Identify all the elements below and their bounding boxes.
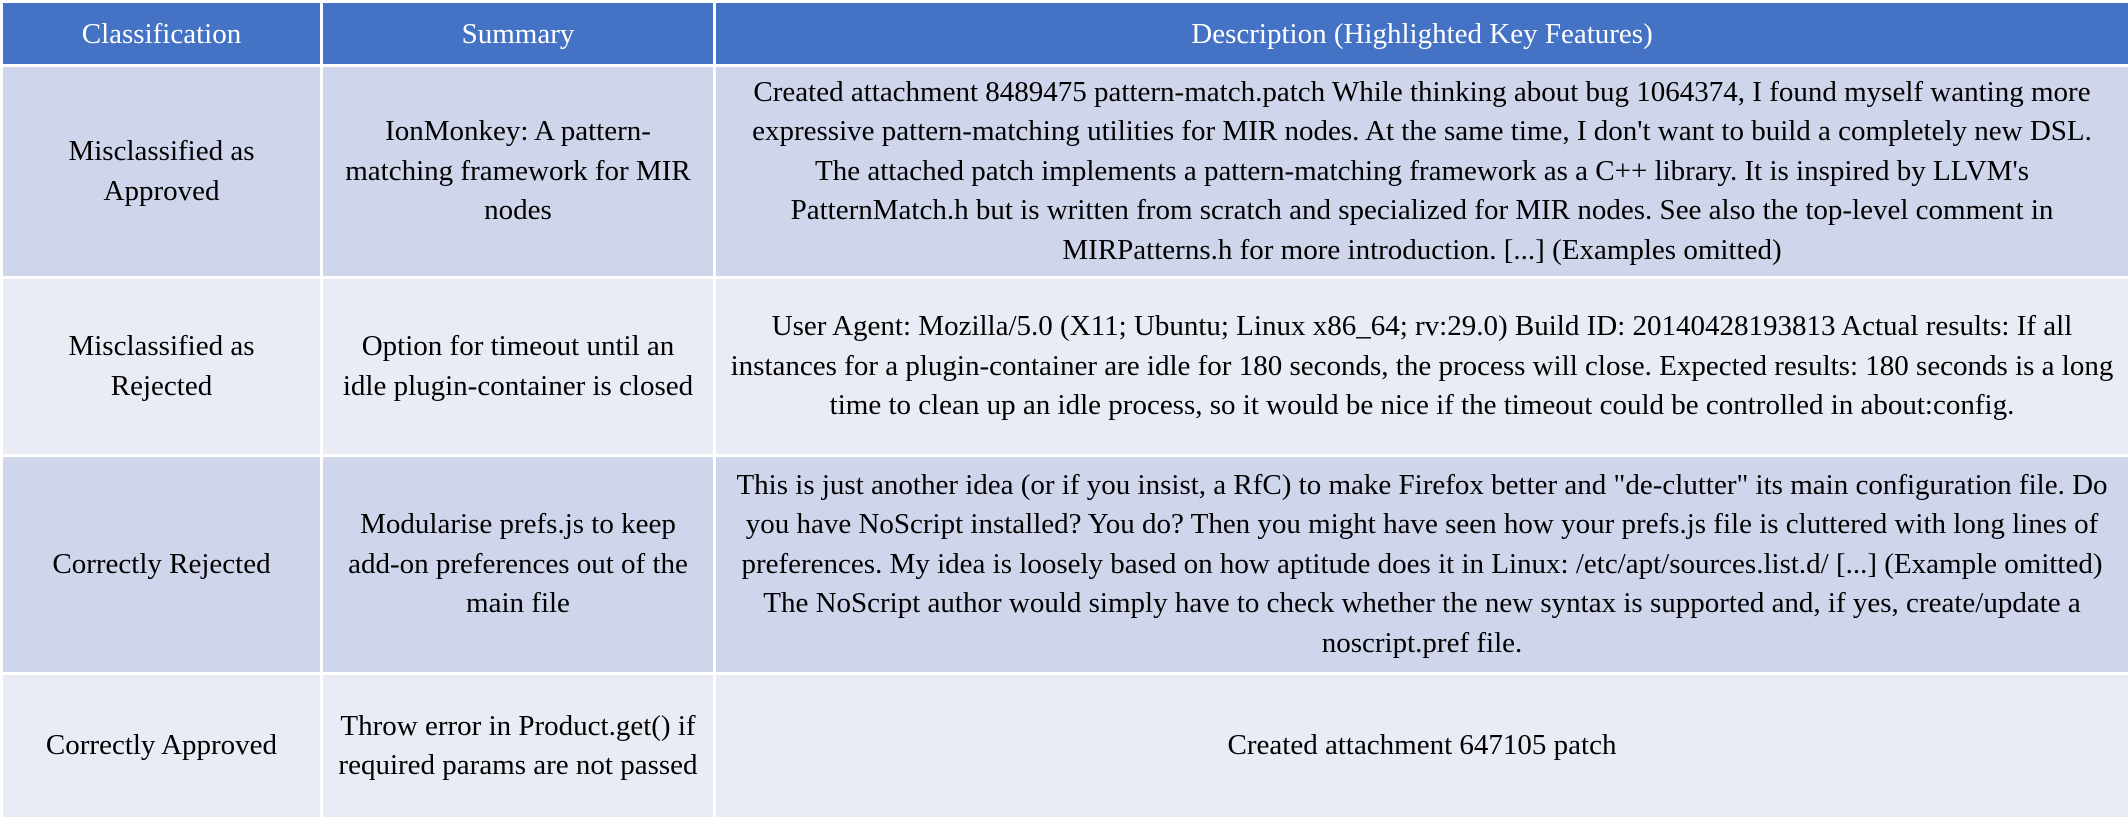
header-description: Description (Highlighted Key Features) [715, 2, 2128, 66]
header-classification: Classification [2, 2, 322, 66]
description-cell: User Agent: Mozilla/5.0 (X11; Ubuntu; Linux x86_64; rv:29.0) Build ID: 20140428193813 Actual results: If all instances for a plugin-container are idle for 180 seconds, the process will close. Expected results: 180 seconds is a long time to clean up an idle process, so it would be nice if the timeout could be controlled in about:config. [715, 278, 2128, 456]
classification-cell: Correctly Rejected [2, 456, 322, 674]
summary-cell: Modularise prefs.js to keep add-on preferences out of the main file [322, 456, 715, 674]
description-cell: Created attachment 8489475 pattern-match.patch While thinking about bug 1064374, I found myself wanting more expressive pattern-matching utilities for MIR nodes. At the same time, I don't want to build a completely new DSL. The attached patch implements a pattern-matching framework as a C++ library. It is inspired by LLVM's PatternMatch.h but is written from scratch and specialized for MIR nodes. See also the top-level comment in MIRPatterns.h for more introduction. [...] (Examples omitted) [715, 66, 2128, 278]
classification-cell: Correctly Approved [2, 674, 322, 819]
table-row [2, 66, 2128, 278]
summary-cell: Option for timeout until an idle plugin-container is closed [322, 278, 715, 456]
header-summary: Summary [322, 2, 715, 66]
description-cell: This is just another idea (or if you insist, a RfC) to make Firefox better and "de-clutter" its main configuration file. Do you have NoScript installed? You do? Then you might have seen how your prefs.js file is cluttered with long lines of preferences. My idea is loosely based on how aptitude does it in Linux: /etc/apt/sources.list.d/ [...] (Example omitted) The NoScript author would simply have to check whether the new syntax is supported and, if yes, create/update a noscript.pref file. [715, 456, 2128, 674]
summary-cell: Throw error in Product.get() if required params are not passed [322, 674, 715, 819]
header-row [2, 2, 2128, 66]
table-row [2, 278, 2128, 456]
classification-cell: Misclassified as Approved [2, 66, 322, 278]
classification-cell: Misclassified as Rejected [2, 278, 322, 456]
summary-cell: IonMonkey: A pattern-matching framework for MIR nodes [322, 66, 715, 278]
table-row [2, 456, 2128, 674]
table-row [2, 674, 2128, 819]
description-cell: Created attachment 647105 patch [715, 674, 2128, 819]
